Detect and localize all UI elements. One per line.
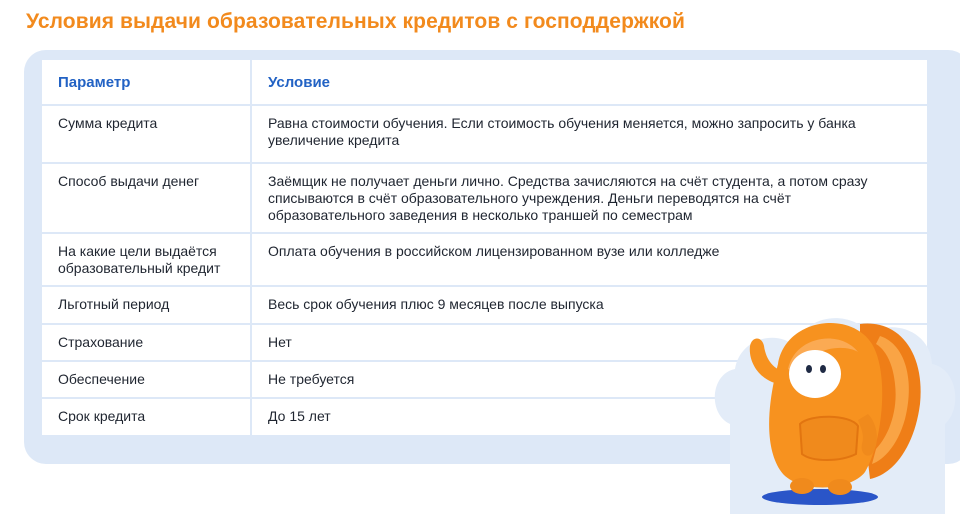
param-cell: Льготный период bbox=[41, 286, 251, 324]
backpack-mascot-icon bbox=[700, 274, 960, 514]
page-title: Условия выдачи образовательных кредитов с господдержкой bbox=[26, 10, 685, 33]
param-cell: Обеспечение bbox=[41, 361, 251, 398]
header-param: Параметр bbox=[41, 59, 251, 105]
condition-cell: Нет bbox=[251, 324, 928, 361]
table-row bbox=[41, 163, 928, 233]
condition-cell: Оплата обучения в российском лицензированном вузе или колледже bbox=[251, 233, 928, 286]
condition-cell: Не требуется bbox=[251, 361, 928, 398]
condition-cell: До 15 лет bbox=[251, 398, 928, 436]
param-cell: Способ выдачи денег bbox=[41, 163, 251, 233]
param-cell: Сумма кредита bbox=[41, 105, 251, 163]
condition-cell: Весь срок обучения плюс 9 месяцев после выпуска bbox=[251, 286, 928, 324]
param-cell: На какие цели выдаётся образовательный кредит bbox=[41, 233, 251, 286]
header-condition: Условие bbox=[251, 59, 928, 105]
param-cell: Страхование bbox=[41, 324, 251, 361]
condition-cell: Равна стоимости обучения. Если стоимость обучения меняется, можно запросить у банка увеличение кредита bbox=[251, 105, 928, 163]
table-header-row bbox=[41, 59, 928, 105]
param-cell: Срок кредита bbox=[41, 398, 251, 436]
table-row bbox=[41, 105, 928, 163]
condition-cell: Заёмщик не получает деньги лично. Средства зачисляются на счёт студента, а потом сразу списываются в счёт образовательного учреждения. Деньги переводятся на счёт образовательного заведения в несколько траншей по семестрам bbox=[251, 163, 928, 233]
